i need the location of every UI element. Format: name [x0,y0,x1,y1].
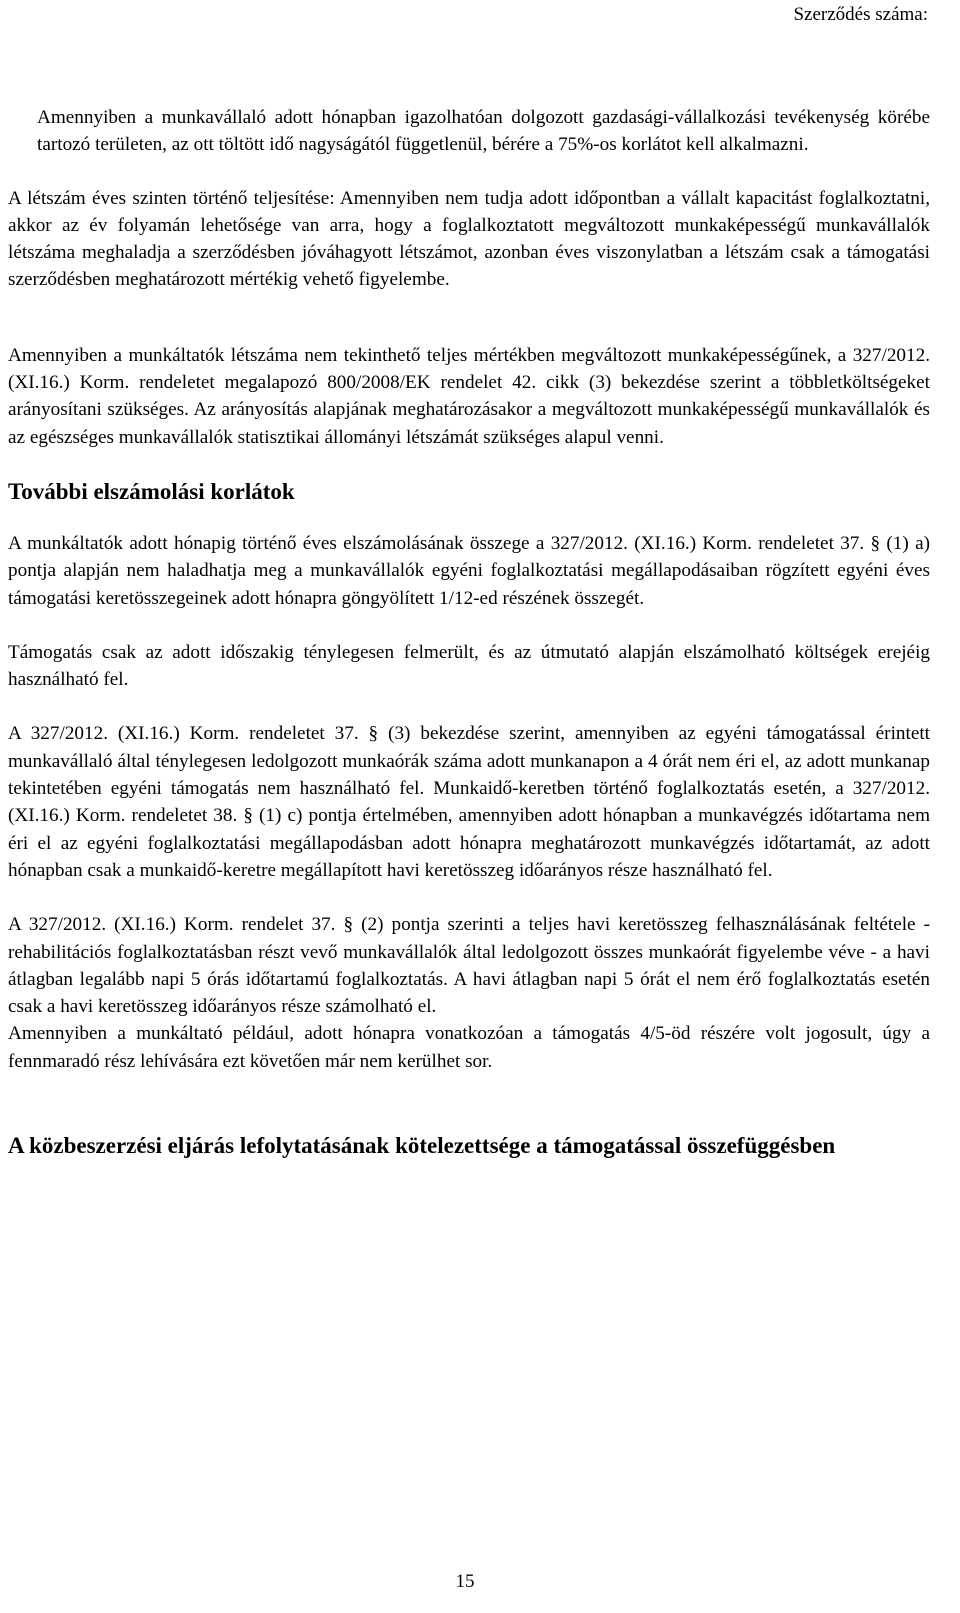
contract-number-label: Szerződés száma: [793,4,928,25]
page-number: 15 [455,1571,475,1592]
section-heading-procurement: A közbeszerzési eljárás lefolytatásának kötelezettsége a támogatással összefüggésben [8,1133,836,1159]
paragraph-proportioning: Amennyiben a munkáltatók létszáma nem tekinthető teljes mértékben megváltozott munkaképességűnek, a 327/2012. (XI.16.) Korm. rendeletet megalapozó 800/2008/EK rendelet 42. cikk (3) bekezdése szerint a többletköltségeket arányosítani szükséges. Az arányosítás alapjának meghatározásakor a megváltozott munkaképességű munkavállalók és az egészséges munkavállalók statisztikai állományi létszámát szükséges alapul venni. [8,344,930,448]
paragraph-headcount: A létszám éves szinten történő teljesítése: Amennyiben nem tudja adott időpontban a vállalt kapacitást foglalkoztatni, akkor az év folyamán lehetősége van arra, hogy a foglalkoztatott megváltozott munkaképességű munkavállalók létszáma meghaladja a szerződésben jóváhagyott létszámot, azonban éves viszonylatban a létszám csak a támogatási szerződésben meghatározott mértékig vehető figyelembe. [8,187,930,291]
paragraph-eligible-costs: Támogatás csak az adott időszakig ténylegesen felmerült, és az útmutató alapján elszámolható költségek erejéig használható fel. [8,641,930,691]
section-heading-limits: További elszámolási korlátok [8,478,295,504]
paragraph-annual-settlement: A munkáltatók adott hónapig történő éves elszámolásának összege a 327/2012. (XI.16.) Korm. rendeletet 37. § (1) a) pontja alapján nem haladhatja meg a munkavállalók egyéni foglalkoztatási megállapodásaiban rögzített egyéni éves támogatási keretösszegeinek adott hónapra göngyölített 1/12-ed részének összegét. [8,532,930,609]
document-body [8,104,930,1162]
paragraph-monthly-amount: A 327/2012. (XI.16.) Korm. rendelet 37. § (2) pontja szerinti a teljes havi keretösszeg felhasználásának feltétele - rehabilitációs foglalkoztatásban részt vevő munkavállalók által ledolgozott összes munkaórát figyelembe véve - a havi átlagban legalább napi 5 órás időtartamú foglalkoztatás. A havi átlagban napi 5 órát el nem érő foglalkoztatás esetén csak a havi keretösszeg időarányos része számolható el. [8,914,930,1018]
paragraph-wage-limit: Amennyiben a munkavállaló adott hónapban igazolhatóan dolgozott gazdasági-vállalkozási tevékenység körébe tartozó területen, az ott töltött idő nagyságától függetlenül, bérére a 75%-os korlátot kell alkalmazni. [37,107,930,156]
paragraph-working-hours: A 327/2012. (XI.16.) Korm. rendeletet 37. § (3) bekezdése szerint, amennyiben az egyéni támogatással érintett munkavállaló által ténylegesen ledolgozott munkaórák száma adott munkanapon a 4 órát nem éri el, az adott munkanap tekintetében egyéni támogatás nem használható fel. Munkaidő-keretben történő foglalkoztatás esetén, a 327/2012. (XI.16.) Korm. rendeletet 38. § (1) c) pontja értelmében, amennyiben adott hónapban a munkavégzés időtartama nem éri el az egyéni foglalkoztatási megállapodásban adott hónapra meghatározott munkavégzés időtartamát, az adott hónapban csak a munkaidő-keretre megállapított havi keretösszeg időarányos része használható fel. [8,723,930,881]
paragraph-example: Amennyiben a munkáltató például, adott hónapra vonatkozóan a támogatás 4/5-öd részére volt jogosult, úgy a fennmaradó rész lehívására ezt követően már nem kerülhet sor. [8,1023,930,1072]
